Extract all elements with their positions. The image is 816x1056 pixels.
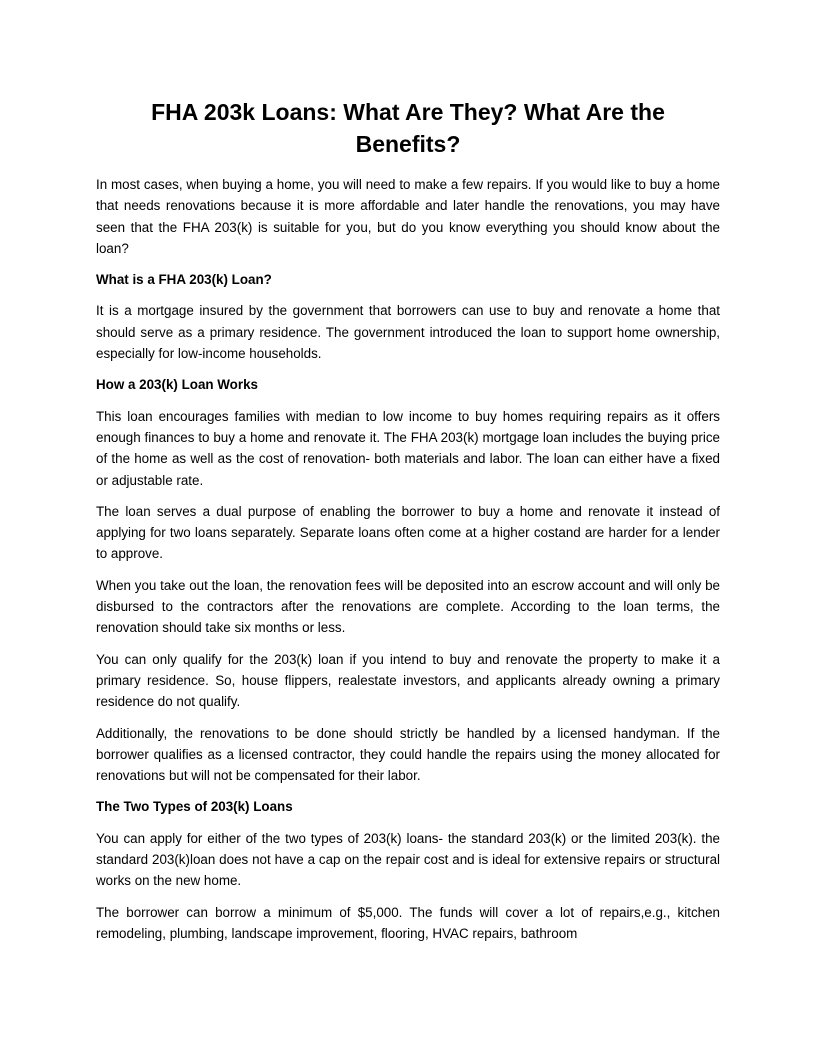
section-heading-how-it-works: How a 203(k) Loan Works <box>96 377 258 393</box>
paragraph: When you take out the loan, the renovation fees will be deposited into an escrow account and will only be disbursed to the contractors after the renovations are complete. According to the loan terms, the renovation should take six months or less. <box>96 577 720 636</box>
page-title: FHA 203k Loans: What Are They? What Are the Benefits? <box>151 99 665 157</box>
section-heading-two-types: The Two Types of 203(k) Loans <box>96 799 293 815</box>
paragraph: You can apply for either of the two types of 203(k) loans- the standard 203(k) or the limited 203(k). the standard 203(k)loan does not have a cap on the repair cost and is ideal for extensive repairs or structural works on the new home. <box>96 830 720 889</box>
intro-paragraph: In most cases, when buying a home, you will need to make a few repairs. If you would like to buy a home that needs renovations because it is more affordable and later handle the renovations, you may have seen that the FHA 203(k) is suitable for you, but do you know everything you should know about the loan? <box>96 177 720 256</box>
paragraph: The loan serves a dual purpose of enabling the borrower to buy a home and renovate it instead of applying for two loans separately. Separate loans often come at a higher costand are harder for a lender to approve. <box>96 503 720 562</box>
paragraph: This loan encourages families with median to low income to buy homes requiring repairs as it offers enough finances to buy a home and renovate it. The FHA 203(k) mortgage loan includes the buying price of the home as well as the cost of renovation- both materials and labor. The loan can either have a fixed or adjustable rate. <box>96 408 720 488</box>
paragraph: It is a mortgage insured by the government that borrowers can use to buy and renovate a home that should serve as a primary residence. The government introduced the loan to support home ownership, especially for low-income households. <box>96 303 720 362</box>
document-page <box>96 96 720 944</box>
paragraph: Additionally, the renovations to be done should strictly be handled by a licensed handyman. If the borrower qualifies as a licensed contractor, they could handle the repairs using the money allocated for renovations but will not be compensated for their labor. <box>96 725 720 784</box>
paragraph: You can only qualify for the 203(k) loan if you intend to buy and renovate the property to make it a primary residence. So, house flippers, realestate investors, and applicants already owning a primary residence do not qualify. <box>96 651 720 710</box>
paragraph: The borrower can borrow a minimum of $5,000. The funds will cover a lot of repairs,e.g., kitchen remodeling, plumbing, landscape improvement, flooring, HVAC repairs, bathroom <box>96 904 720 941</box>
section-heading-what-is: What is a FHA 203(k) Loan? <box>96 272 272 288</box>
